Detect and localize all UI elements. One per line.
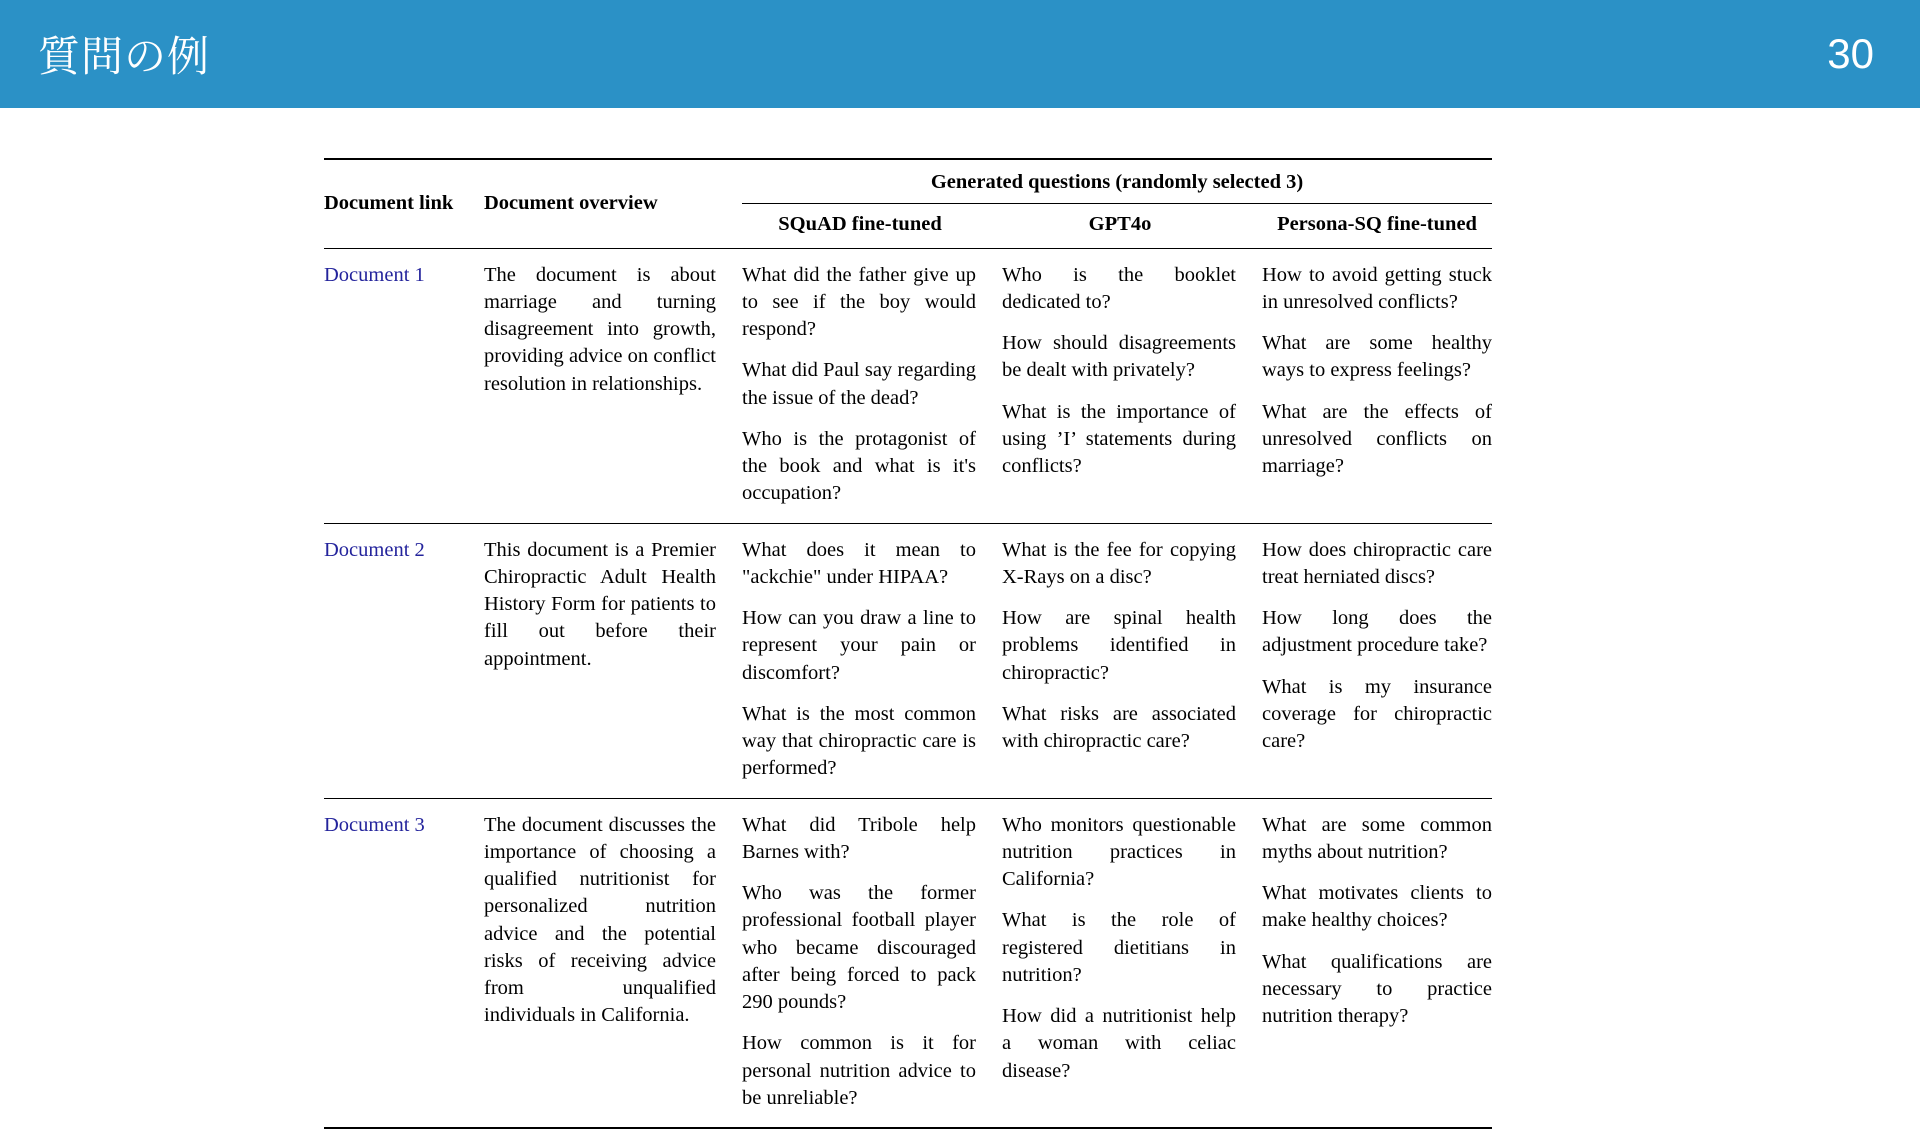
question-item: How to avoid getting stuck in unresolved conflicts? (1262, 263, 1492, 313)
document-link-cell (324, 523, 484, 798)
question-item: What did Tribole help Barnes with? (742, 813, 976, 863)
squad-questions-cell (742, 523, 1002, 798)
col-header-squad-fine-tuned: SQuAD fine-tuned (742, 204, 1002, 248)
question-item: What are some common myths about nutrition? (1262, 813, 1492, 863)
question-item: Who monitors questionable nutrition practices in California? (1002, 813, 1236, 890)
table-row-document-3 (324, 798, 1492, 1128)
question-item: What did Paul say regarding the issue of the dead? (742, 359, 976, 409)
question-item: What risks are associated with chiropractic care? (1002, 702, 1236, 752)
question-item: What are the effects of unresolved conflicts on marriage? (1262, 400, 1492, 477)
question-item: What is my insurance coverage for chiropractic care? (1262, 675, 1492, 752)
gpt4o-questions-cell (1002, 523, 1262, 798)
slide-header (0, 0, 1920, 108)
question-item: What motivates clients to make healthy choices? (1262, 882, 1492, 932)
page-number: 30 (1827, 30, 1874, 77)
table-container (324, 158, 1492, 1129)
col-header-document-link: Document link (324, 159, 484, 248)
gpt4o-questions-cell (1002, 798, 1262, 1128)
question-item: How should disagreements be dealt with privately? (1002, 332, 1236, 382)
col-header-persona-sq-fine-tuned: Persona-SQ fine-tuned (1262, 204, 1492, 248)
col-header-gpt4o: GPT4o (1002, 204, 1262, 248)
question-item: What is the most common way that chiropractic care is performed? (742, 702, 976, 780)
question-item: Who is the booklet dedicated to? (1002, 263, 1236, 313)
question-item: Who was the former professional football player who became discouraged after being forced to pack 290 pounds? (742, 882, 976, 1013)
persona-questions-cell (1262, 798, 1492, 1128)
question-item: How common is it for personal nutrition advice to be unreliable? (742, 1032, 976, 1109)
question-item: What qualifications are necessary to practice nutrition therapy? (1262, 950, 1492, 1027)
question-item: What is the importance of using ’I’ statements during conflicts? (1002, 400, 1236, 477)
question-item: Who is the protagonist of the book and what is it's occupation? (742, 427, 976, 505)
question-item: How can you draw a line to represent your pain or discomfort? (742, 607, 976, 684)
document-2-overview: This document is a Premier Chiropractic Adult Health History Form for patients to fill out before their appointment. (484, 523, 742, 798)
col-header-document-overview: Document overview (484, 159, 742, 248)
question-item: What is the fee for copying X-Rays on a disc? (1002, 538, 1236, 588)
gpt4o-questions-cell (1002, 248, 1262, 523)
document-3-link[interactable]: Document 3 (324, 813, 425, 836)
question-item: What does it mean to "ackchie" under HIPAA? (742, 538, 976, 588)
document-3-overview: The document discusses the importance of choosing a qualified nutritionist for personalized nutrition advice and the potential risks of receiving advice from unqualified individuals in California. (484, 798, 742, 1128)
question-item: What are some healthy ways to express feelings? (1262, 332, 1492, 382)
persona-questions-cell (1262, 523, 1492, 798)
question-item: How are spinal health problems identified in chiropractic? (1002, 607, 1236, 684)
questions-table (324, 158, 1492, 1129)
table-head (324, 159, 1492, 248)
document-2-link[interactable]: Document 2 (324, 538, 425, 561)
table-header-row-1 (324, 159, 1492, 204)
squad-questions-cell (742, 248, 1002, 523)
document-1-link[interactable]: Document 1 (324, 263, 425, 286)
table-body (324, 248, 1492, 1128)
question-item: How does chiropractic care treat herniated discs? (1262, 538, 1492, 588)
slide-title: 質問の例 (38, 33, 211, 80)
question-item: How long does the adjustment procedure take? (1262, 607, 1492, 657)
question-item: How did a nutritionist help a woman with celiac disease? (1002, 1005, 1236, 1082)
document-1-overview: The document is about marriage and turning disagreement into growth, providing advice on conflict resolution in relationships. (484, 248, 742, 523)
document-link-cell (324, 798, 484, 1128)
table-row-document-1 (324, 248, 1492, 523)
squad-questions-cell (742, 798, 1002, 1128)
table-row-document-2 (324, 523, 1492, 798)
document-link-cell (324, 248, 484, 523)
col-header-generated-questions: Generated questions (randomly selected 3) (742, 159, 1492, 204)
persona-questions-cell (1262, 248, 1492, 523)
question-item: What did the father give up to see if the boy would respond? (742, 263, 976, 340)
question-item: What is the role of registered dietitians in nutrition? (1002, 909, 1236, 986)
